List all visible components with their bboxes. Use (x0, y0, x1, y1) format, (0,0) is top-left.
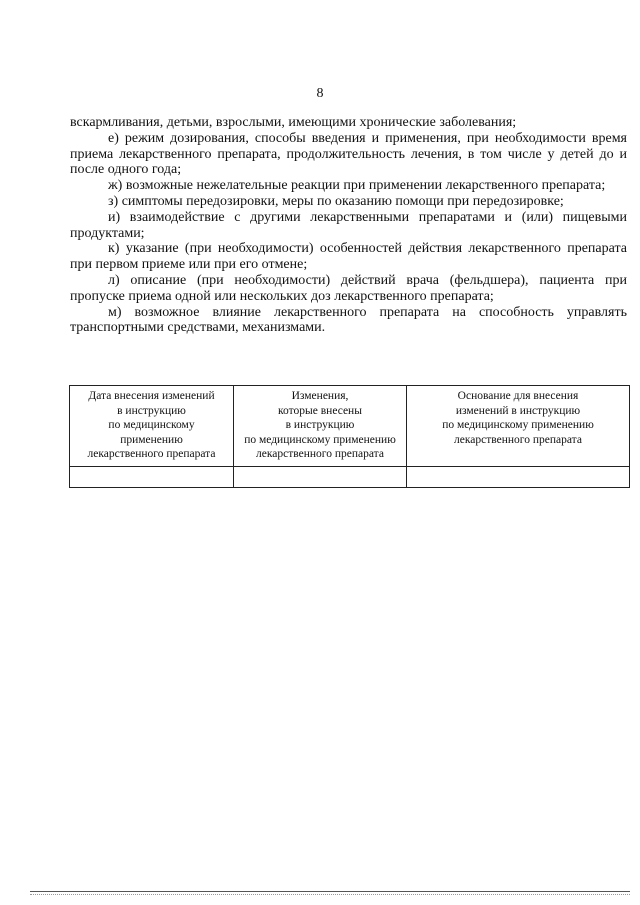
table-row (70, 466, 630, 487)
header-line: лекарственного препарата (454, 433, 582, 446)
list-item-m: м) возможное влияние лекарственного препарата на способность управлять транспортными средствами, механизмами. (70, 304, 627, 336)
table-header-row (70, 386, 630, 467)
scan-bottom-edge (30, 891, 630, 892)
header-line: применению (120, 433, 183, 446)
header-line: по медицинскому применению (442, 419, 594, 432)
paragraph-continuation: вскармливания, детьми, взрослыми, имеющими хронические заболевания; (70, 115, 517, 130)
header-line: в инструкцию (285, 419, 355, 432)
changes-table (69, 385, 630, 488)
header-line: Основание для внесения (457, 390, 579, 402)
header-line: в инструкцию (117, 404, 186, 417)
list-item-zh: ж) возможные нежелательные реакции при применении лекарственного препарата; (108, 178, 606, 194)
header-line: лекарственного препарата (87, 448, 216, 461)
header-line: по медицинскому (108, 419, 195, 432)
list-item-k: к) указание (при необходимости) особенностей действия лекарственного препарата при первом приеме или при его отмене; (70, 241, 627, 273)
header-line: Изменения, (291, 390, 349, 402)
list-item-l: л) описание (при необходимости) действий врача (фельдшера), пациента при пропуске приема одной или нескольких доз лекарственного препарата; (70, 272, 627, 304)
header-line: изменений в инструкцию (455, 404, 581, 417)
document-body (70, 115, 627, 336)
header-change-date (70, 386, 234, 467)
table-cell (70, 466, 234, 487)
header-line: Дата внесения изменений (88, 390, 215, 402)
header-changes-made (234, 386, 407, 467)
header-line: лекарственного препарата (256, 448, 384, 461)
table-cell (234, 466, 407, 487)
page-number: 8 (316, 86, 324, 101)
scan-bottom-edge-dotted (30, 894, 630, 895)
table-cell (407, 466, 630, 487)
list-item-i: и) взаимодействие с другими лекарственными препаратами и (или) пищевыми продуктами; (70, 209, 627, 241)
list-item-e: е) режим дозирования, способы введения и применения, при необходимости время приема лекарственного препарата, продолжительность лечения, в том числе у детей до и после одного года; (70, 130, 627, 178)
header-line: которые внесены (278, 404, 362, 417)
header-change-basis (407, 386, 630, 467)
list-item-z: з) симптомы передозировки, меры по оказанию помощи при передозировке; (108, 193, 564, 209)
header-line: по медицинскому применению (244, 433, 396, 446)
